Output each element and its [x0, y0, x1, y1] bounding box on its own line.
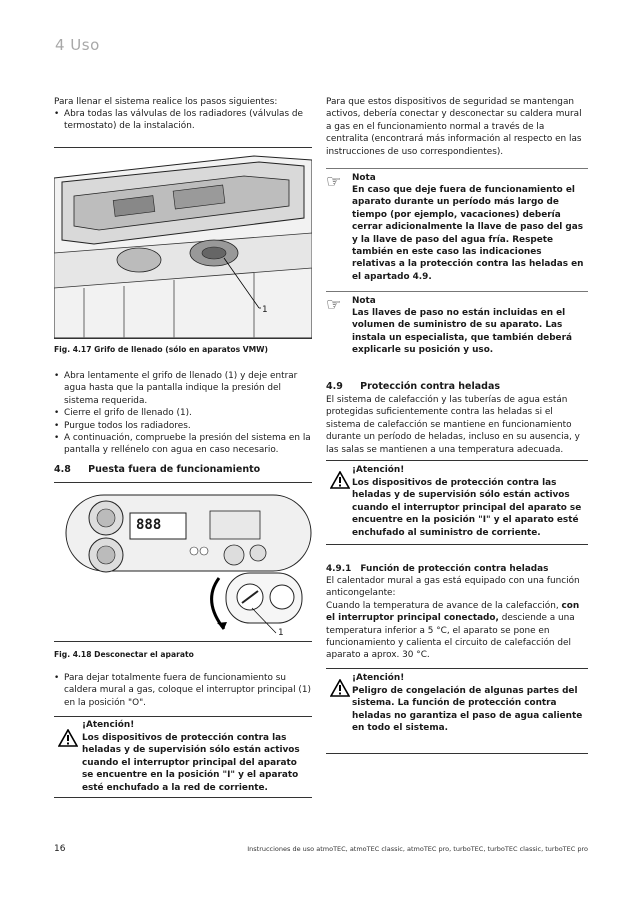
display-readout: 888 — [136, 517, 162, 533]
section-4-9-text: El sistema de calefacción y las tuberías de agua están protegidas suficientemente contra las heladas si el sistema de calefacción se mantiene en funcionamiento durante un período de heladas, incluso en su ausencia, y las salas se mantienen a una temperatura adecuada. — [326, 395, 580, 455]
page-number: 16 — [54, 844, 66, 854]
note2-text: Las llaves de paso no están incluidas en el volumen de suministro de su aparato. Las instala un especialista, que también deberá explicarle su posición y uso. — [352, 308, 572, 356]
paragraph-a: El calentador mural a gas está equipado con una función anticongelante: — [326, 576, 580, 599]
note1-separator — [326, 168, 588, 170]
section-4-9-1-heading — [326, 563, 588, 575]
control-panel-illustration — [54, 483, 312, 641]
warning-triangle-icon — [330, 471, 350, 489]
pointing-hand-icon: ☞ — [326, 172, 342, 192]
note2-separator — [326, 291, 588, 293]
fill-valve-illustration — [54, 148, 312, 338]
warning-box-right-1 — [326, 460, 588, 545]
fig1-callout: 1 — [262, 305, 268, 315]
warning-triangle-icon — [58, 729, 78, 747]
bullet-list-3 — [54, 672, 312, 709]
warning-title: ¡Atención! — [82, 720, 135, 730]
warning-text: Peligro de congelación de algunas partes del sistema. La función de protección contra heladas no garantiza el paso de agua caliente en todo el sistema. — [352, 686, 583, 734]
warning-text: Los dispositivos de protección contra las heladas y de supervisión sólo están activos cuando el interruptor principal del aparato se encuentre en la posición "I" y el aparato esté enchufado a la red de corriente. — [82, 733, 300, 793]
bullet-list-2 — [54, 370, 312, 457]
paragraph-b-start: Cuando la temperatura de avance de la calefacción, — [326, 600, 559, 611]
list-item: • Purgue todos los radiadores. — [54, 420, 312, 432]
warning-title: ¡Atención! — [352, 465, 405, 475]
section-4-8-heading — [54, 464, 312, 475]
note1-title: Nota — [352, 173, 376, 183]
figure-fill-valve — [54, 147, 312, 339]
note2-title: Nota — [352, 296, 376, 306]
section-number: 4.8 — [54, 464, 71, 475]
fig1-caption: Fig. 4.17 Grifo de llenado (sólo en aparatos VMW) — [54, 345, 269, 354]
left-intro: Para llenar el sistema realice los pasos siguientes: — [54, 97, 278, 107]
section-title: Protección contra heladas — [360, 381, 501, 392]
section-title: Función de protección contra heladas — [360, 564, 549, 574]
warning-box-right-2 — [326, 668, 588, 754]
chapter-header: 4 Uso — [55, 36, 100, 54]
section-number: 4.9.1 — [326, 564, 352, 574]
list-item: • Abra todas las válvulas de los radiadores (válvulas de termostato) de la instalación. — [54, 108, 312, 133]
section-number: 4.9 — [326, 381, 343, 392]
section-title: Puesta fuera de funcionamiento — [88, 464, 261, 475]
list-item: • A continuación, compruebe la presión del sistema en la pantalla y rellénelo con agua en caso necesario. — [54, 432, 312, 457]
warning-box-left — [54, 716, 312, 798]
warning-title: ¡Atención! — [352, 673, 405, 683]
warning-text: Los dispositivos de protección contra las heladas y de supervisión sólo están activos cuando el interruptor principal del aparato se encuentre en la posición "I" y el aparato esté enchufado al suministro de corriente. — [352, 478, 582, 538]
list-item: • Para dejar totalmente fuera de funcionamiento su caldera mural a gas, coloque el interruptor principal (1) en la posición "O". — [54, 672, 312, 709]
figure-control-panel — [54, 482, 312, 642]
paragraph-b-bold: con el interruptor principal conectado, — [326, 600, 580, 624]
section-4-9-1-text — [326, 575, 588, 662]
pointing-hand-icon: ☞ — [326, 295, 342, 315]
footer-doc-title: Instrucciones de uso atmoTEC, atmoTEC classic, atmoTEC pro, turboTEC, turboTEC classic, turboTEC pro — [247, 845, 588, 853]
section-4-9-heading — [326, 381, 588, 392]
warning-triangle-icon — [330, 679, 350, 697]
list-item: • Abra lentamente el grifo de llenado (1) y deje entrar agua hasta que la pantalla indique la presión del sistema requerida. — [54, 370, 312, 407]
right-intro: Para que estos dispositivos de seguridad se mantengan activos, debería conectar y desconectar su caldera mural a gas en el funcionamiento normal a través de la centralita (encontrará más información al respecto en las instrucciones de uso correspondientes). — [326, 97, 582, 157]
fig2-caption: Fig. 4.18 Desconectar el aparato — [54, 650, 194, 659]
paragraph-b-end: desciende a una temperatura inferior a 5 °C, el aparato se pone en funcionamiento y calienta el circuito de calefacción del aparato a aprox. 30 °C. — [326, 613, 575, 661]
fig2-callout: 1 — [278, 628, 284, 638]
list-item: • Cierre el grifo de llenado (1). — [54, 407, 312, 419]
bullet-list-1 — [54, 108, 312, 133]
note1-text: En caso que deje fuera de funcionamiento el aparato durante un período más largo de tiempo (por ejemplo, vacaciones) debería cerrar adicionalmente la llave de paso del gas y la llave de paso del agua fría. Respete también en este caso las indicaciones relativas a la protección contra las heladas en el apartado 4.9. — [352, 185, 584, 282]
